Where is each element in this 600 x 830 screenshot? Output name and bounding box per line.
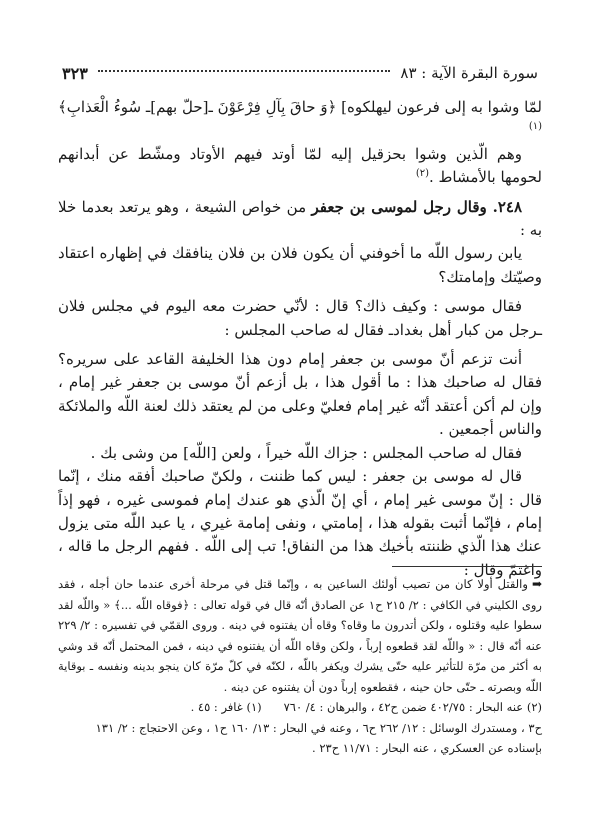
- footnote-refs-line2: ح٣ ، ومستدرك الوسائل : ١٢/ ٢٦٢ ح٦ ، وعنه في البحار : ١٣/ ١٦٠ ح١ ، وعن الاحتجاج : ٢/ ١٣١: [95, 720, 542, 735]
- footnote-ref-2: (٢): [415, 168, 430, 180]
- paragraph-verse: [58, 96, 542, 143]
- hadith-intro: من خواص الشيعة ، وهو يرتعد بعدما خلا به :: [58, 197, 542, 240]
- footnote-1: (١) غافر : ٤٥ .: [190, 700, 262, 714]
- paragraph-yabn: يابن رسول اللّه ما أخوفني أن يكون فلان بن فلان ينافقك في إظهاره اعتقاد وصيّتك وإمامتك؟: [58, 244, 542, 286]
- page-header: [62, 60, 538, 86]
- paragraph-qal: قال له موسى بن جعفر : ليس كما ظننت ، ولكنّ صاحبك أفقه منك ، إنّما قال : إنّ موسى غير إمام ، أي إنّ الّذي هو عندك إمام فموسى غيره ، فهو إذاً إمام ، فإنّما أثبت بقوله هذا ، إمامتي ، ونفى إمامة غيري ، يا عبد اللّه متى يزول عنك هذا الّذي ظننته بأخيك هذا من النفاق! تب إلى اللّه . ففهم الرجل ما قاله ، واغتمّ وقال :: [58, 467, 542, 579]
- paragraph-faqal: فقال موسى : وكيف ذاك؟ قال : لأنّي حضرت معه اليوم في مجلس فلان ـرجل من كبار أهل بغدادـ فقال له صاحب المجلس :: [58, 297, 542, 339]
- paragraph-hazqil: [58, 143, 542, 190]
- running-head: سورة البقرة الآية : ٨٣: [400, 64, 538, 82]
- main-text: [58, 96, 542, 582]
- footnote-continued-text: والقتل أولا كان من تصيب أولئك الساعين به ، وإنّما قتل في مرحلة أخرى عندما حان أجله ، فقد روى الكليني في الكافي : ٢/ ٢١٥ ح١ عن الصادق أنّه قال في قوله تعالى : ﴿فوقاه اللّه ...﴾ « واللّه لقد سطوا عليه وقتلوه ، ولكن أتدرون ما وقاه؟ وقاه أن يفتنوه في دينه . وروى القمّي في تفسيره : ٢/ ٢٢٩ عنه أنّه قال : « واللّه لقد قطعوه إرباً ، ولكن وقاه اللّه أن يفتنوه في دينه ، فمن المحتمل أنّه قد وشي به أكثر من مرّة للتأثير عليه حتّى يشرك ويكفر باللّه ، لكنّه في كلّ مرّة كان ينجو بدينه ونفسه ـ بوقاية اللّه وبصرته ـ حتّى حان حينه ، فقطعوه إرباً دون أن يفتنوه عن دينه .: [58, 577, 543, 694]
- verse-line: لمّا وشوا به إلى فرعون ليهلكوه] ﴿وَ حاقَ بِآلِ فِرْعَوْنَ ـ[حلّ بهم]ـ سُوءُ الْعَذابِ﴾: [58, 98, 542, 116]
- paragraph-ant: أنت تزعم أنّ موسى بن جعفر إمام دون هذا الخليفة القاعد على سريره؟ فقال له صاحبك هذا : ما أقول هذا ، بل أزعم أنّ موسى بن جعفر غير إمام ، وإن لم أكن أعتقد أنّه غير إمام فعليّ وعلى من لم يعتقد ذلك لعنة اللّه والملائكة والناس أجمعين .: [58, 350, 542, 439]
- footnote-2: (٢) عنه البحار : ٤٠٢/٧٥ ضمن ح٤٢ ، والبرهان : ٤/ ٧٦٠: [283, 700, 542, 714]
- footnote-refs-line1: [58, 697, 542, 718]
- paragraph-faqal2: فقال له صاحب المجلس : جزاك اللّه خيراً ، ولعن [اللّه] من وشى بك .: [90, 443, 522, 462]
- footnote-refs-line3: بإسناده عن العسكري ، عنه البحار : ١١/٧١ ح٢٣ .: [312, 741, 542, 755]
- footnote-separator: [392, 566, 542, 567]
- arrow-continuation-icon: ➡: [531, 577, 542, 591]
- header-dotted-rule: [98, 70, 391, 72]
- footnote-continued: [58, 574, 542, 697]
- page-number: ٣٢٣: [62, 63, 88, 83]
- hazqil-text: وهم الّذين وشوا بحزقيل إليه لمّا أوتد فيهم الأوتاد ومشّط عن أبدانهم لحومها بالأمشاط .: [58, 144, 542, 187]
- paragraph-248: [58, 196, 542, 243]
- footnotes: [58, 574, 542, 759]
- footnote-ref-1: (١): [528, 121, 542, 133]
- hadith-heading: ٢٤٨. وقال رجل لموسى بن جعفر: [311, 197, 522, 216]
